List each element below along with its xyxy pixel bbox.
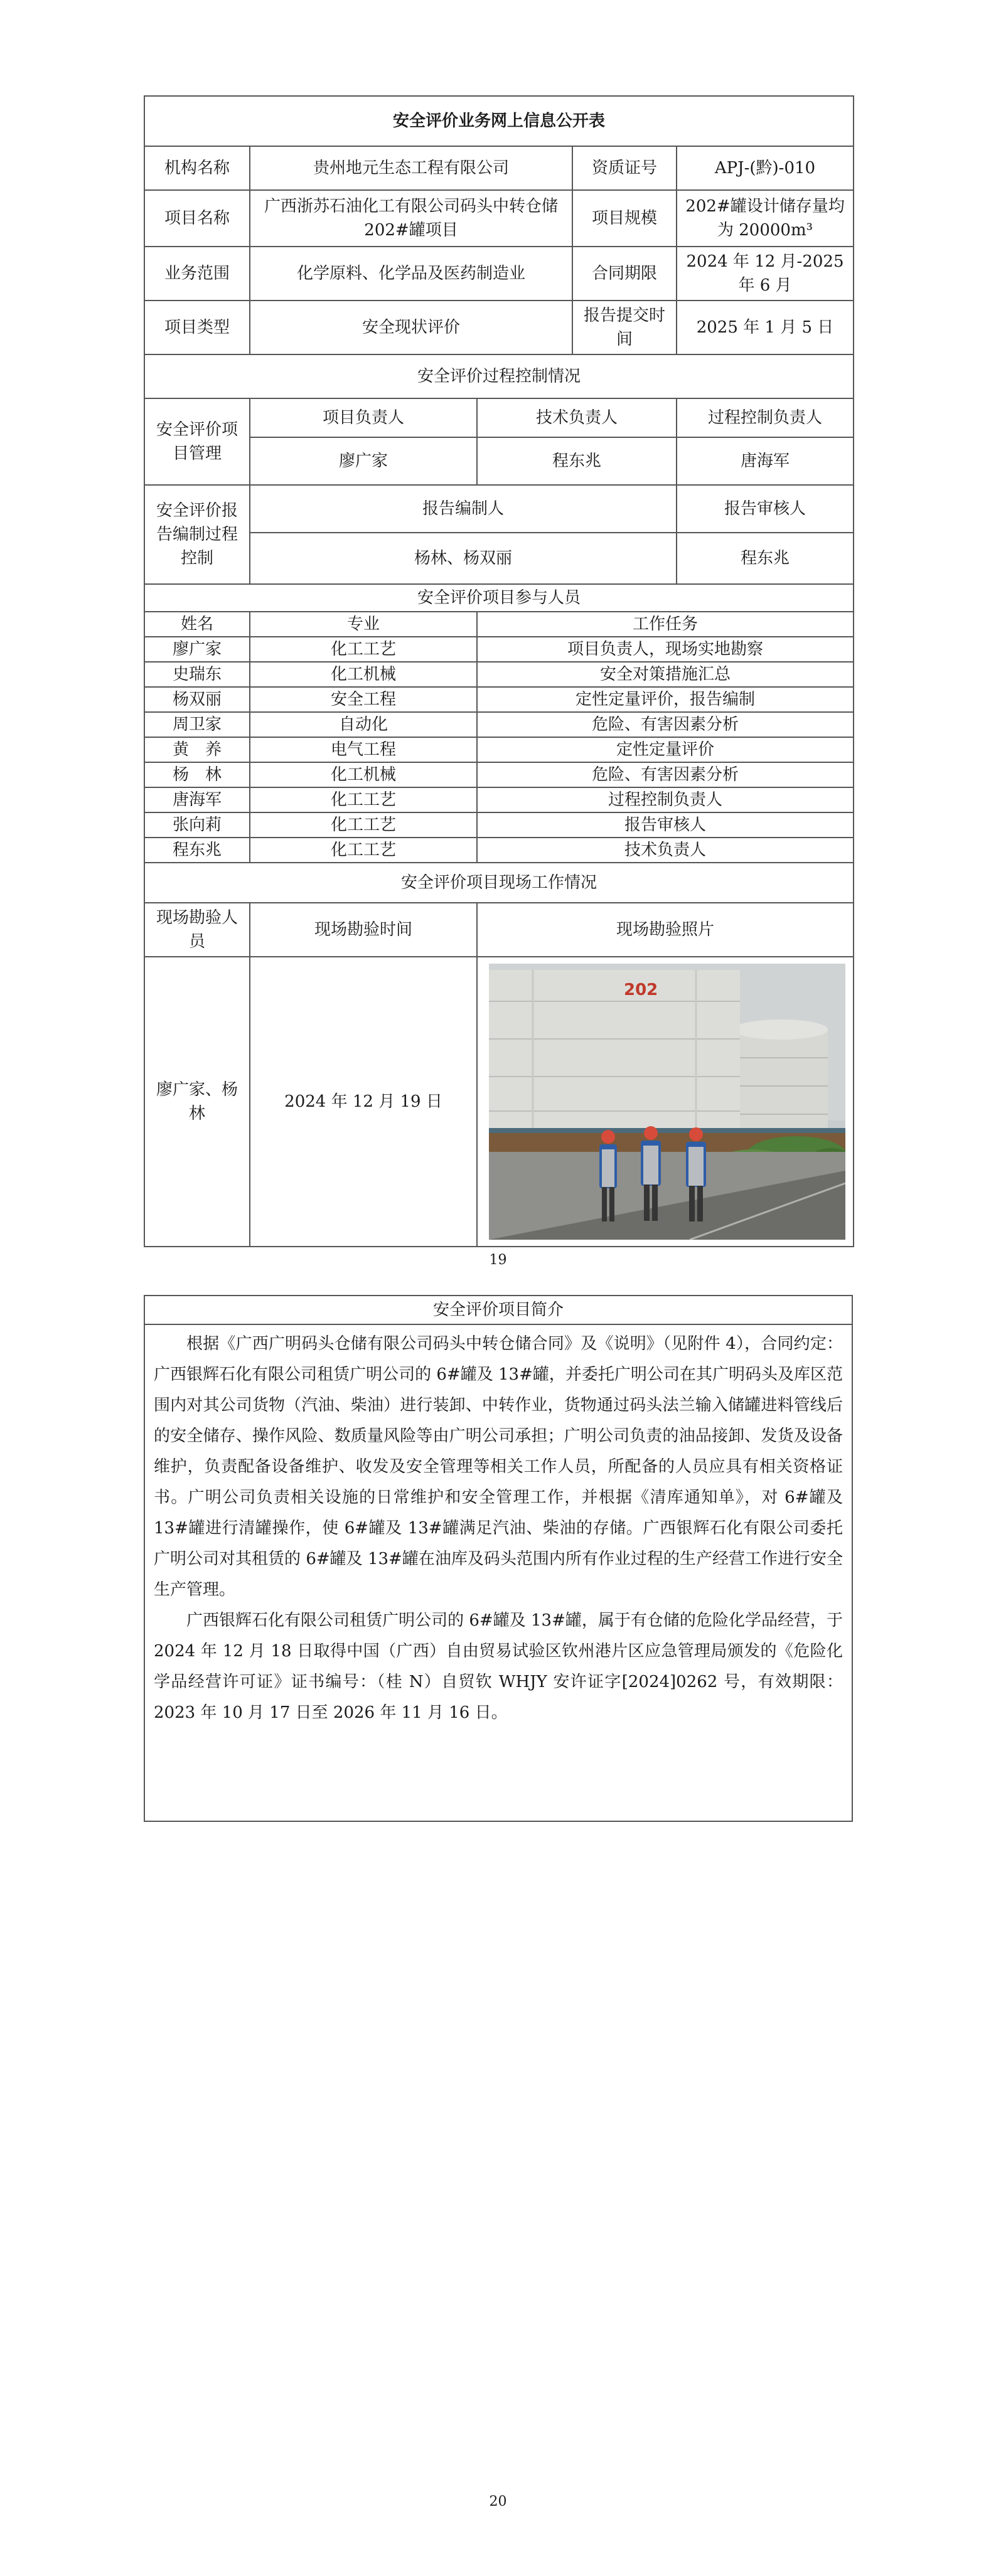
participant-name: 程东兆 (144, 838, 250, 863)
participant-name: 杨 林 (144, 762, 250, 787)
participant-name: 廖广家 (144, 637, 250, 662)
mgmt-label: 安全评价项目管理 (144, 398, 250, 485)
tech-lead: 程东兆 (477, 437, 677, 485)
participant-major: 化工机械 (250, 662, 477, 687)
site-staff-label: 现场勘验人员 (144, 903, 250, 957)
tank-site-photo (489, 964, 845, 1240)
participants-title: 安全评价项目参与人员 (144, 584, 854, 612)
participant-name: 杨双丽 (144, 687, 250, 712)
table-title: 安全评价业务网上信息公开表 (144, 96, 854, 146)
scope: 化学原料、化学品及医药制造业 (250, 247, 572, 301)
participant-task: 安全对策措施汇总 (477, 662, 854, 687)
page-20 (0, 1286, 996, 2576)
participant-name: 黄 养 (144, 737, 250, 762)
intro-body (145, 1325, 852, 1735)
project-name-label: 项目名称 (144, 190, 250, 247)
org-name: 贵州地元生态工程有限公司 (250, 146, 572, 190)
participant-major: 电气工程 (250, 737, 477, 762)
project-scale-label: 项目规模 (572, 190, 677, 247)
participant-row (144, 838, 854, 863)
report-ctrl-label: 安全评价报告编制过程控制 (144, 485, 250, 584)
participant-task: 过程控制负责人 (477, 787, 854, 812)
scope-label: 业务范围 (144, 247, 250, 301)
participant-task: 报告审核人 (477, 812, 854, 838)
project-lead-label: 项目负责人 (250, 398, 477, 437)
participant-major: 化工工艺 (250, 812, 477, 838)
contract-label: 合同期限 (572, 247, 677, 301)
tank-number-label: 202 (624, 981, 658, 999)
participant-major: 安全工程 (250, 687, 477, 712)
participant-task: 危险、有害因素分析 (477, 762, 854, 787)
site-photo-label: 现场勘验照片 (477, 903, 854, 957)
report-reviewer-label: 报告审核人 (677, 485, 854, 533)
participant-row (144, 737, 854, 762)
submit-date: 2025 年 1 月 5 日 (677, 301, 854, 354)
tech-lead-label: 技术负责人 (477, 398, 677, 437)
project-type: 安全现状评价 (250, 301, 572, 354)
participant-major: 化工工艺 (250, 787, 477, 812)
participant-major: 化工工艺 (250, 637, 477, 662)
participant-task: 技术负责人 (477, 838, 854, 863)
header-name: 姓名 (144, 612, 250, 637)
site-time-label: 现场勘验时间 (250, 903, 477, 957)
page-19 (0, 0, 996, 1286)
process-title: 安全评价过程控制情况 (144, 354, 854, 398)
participant-row (144, 712, 854, 737)
intro-paragraph: 广西银辉石化有限公司租赁广明公司的 6#罐及 13#罐，属于有仓储的危险化学品经营，于 2024 年 12 月 18 日取得中国（广西）自由贸易试验区钦州港片区应急管理局颁发的《危险化学品经营许可证》证书编号：（桂 N）自贸钦 WHJY 安许证字[2024]0262 号，有效期限：2023 年 10 月 17 日至 2026 年 11 月 16 日。 (154, 1611, 843, 1722)
project-name: 广西浙苏石油化工有限公司码头中转仓储 202#罐项目 (250, 190, 572, 247)
report-author-label: 报告编制人 (250, 485, 677, 533)
cert-no-label: 资质证号 (572, 146, 677, 190)
participant-major: 化工工艺 (250, 838, 477, 863)
intro-box (144, 1295, 853, 1822)
report-authors: 杨林、杨双丽 (250, 533, 677, 584)
site-staff: 廖广家、杨林 (144, 957, 250, 1247)
participant-name: 史瑞东 (144, 662, 250, 687)
project-lead: 廖广家 (250, 437, 477, 485)
submit-label: 报告提交时间 (572, 301, 677, 354)
participant-task: 危险、有害因素分析 (477, 712, 854, 737)
participant-row (144, 637, 854, 662)
participant-task: 定性定量评价，报告编制 (477, 687, 854, 712)
info-disclosure-table (144, 95, 854, 1247)
participant-row (144, 787, 854, 812)
participant-name: 张向莉 (144, 812, 250, 838)
site-photo-cell (477, 957, 854, 1247)
cert-no: APJ-(黔)-010 (677, 146, 854, 190)
participant-row (144, 762, 854, 787)
site-time: 2024 年 12 月 19 日 (250, 957, 477, 1247)
org-name-label: 机构名称 (144, 146, 250, 190)
header-task: 工作任务 (477, 612, 854, 637)
site-title: 安全评价项目现场工作情况 (144, 863, 854, 903)
process-lead-label: 过程控制负责人 (677, 398, 854, 437)
participant-task: 定性定量评价 (477, 737, 854, 762)
participant-row (144, 687, 854, 712)
contract-period: 2024 年 12 月-2025 年 6 月 (677, 247, 854, 301)
type-label: 项目类型 (144, 301, 250, 354)
intro-title: 安全评价项目简介 (145, 1296, 852, 1325)
participant-row (144, 662, 854, 687)
participant-row (144, 812, 854, 838)
process-lead: 唐海军 (677, 437, 854, 485)
project-scale: 202#罐设计储存量均为 20000m³ (677, 190, 854, 247)
intro-paragraph: 根据《广西广明码头仓储有限公司码头中转仓储合同》及《说明》（见附件 4），合同约定：广西银辉石化有限公司租赁广明公司的 6#罐及 13#罐，并委托广明公司在其广明码头及库区范围内对其公司货物（汽油、柴油）进行装卸、中转作业，货物通过码头法兰输入储罐进料管线后的安全储存、操作风险、数质量风险等由广明公司承担；广明公司负责的油品接卸、发货及设备维护，负责配备设备维护、收发及安全管理等相关工作人员，所配备的人员应具有相关资格证书。广明公司负责相关设施的日常维护和安全管理工作，并根据《清库通知单》，对 6#罐及 13#罐进行清罐操作，使 6#罐及 13#罐满足汽油、柴油的存储。广西银辉石化有限公司委托广明公司对其租赁的 6#罐及 13#罐在油库及码头范围内所有作业过程的生产经营工作进行安全生产管理。 (154, 1334, 843, 1599)
participant-name: 唐海军 (144, 787, 250, 812)
header-major: 专业 (250, 612, 477, 637)
participant-major: 化工机械 (250, 762, 477, 787)
participant-name: 周卫家 (144, 712, 250, 737)
report-reviewer: 程东兆 (677, 533, 854, 584)
participant-major: 自动化 (250, 712, 477, 737)
participant-task: 项目负责人，现场实地勘察 (477, 637, 854, 662)
site-photo (489, 964, 845, 1240)
page-number: 20 (489, 2494, 507, 2509)
page-number: 19 (489, 1252, 507, 1268)
